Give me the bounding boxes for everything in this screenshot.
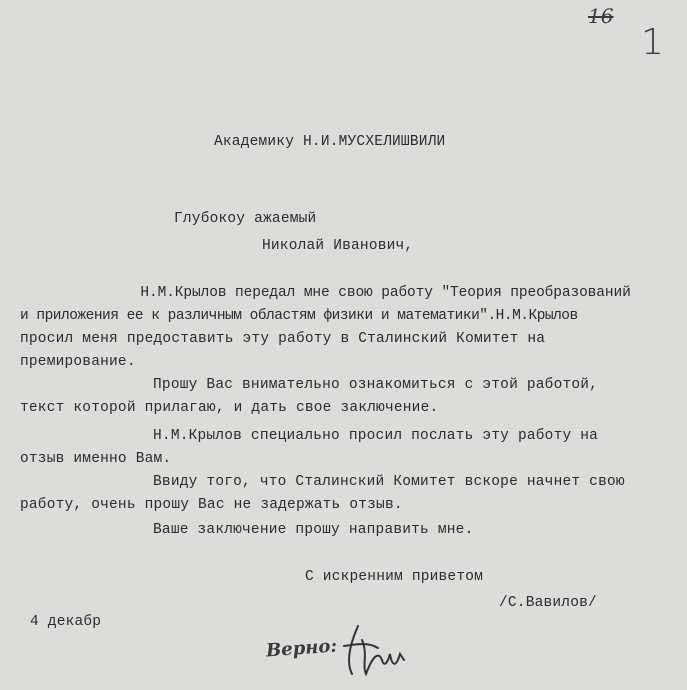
body-line: отзыв именно Вам. xyxy=(20,451,172,467)
salutation-line-2: Николай Иванович, xyxy=(262,238,414,254)
letter-date: 4 декабр xyxy=(30,614,102,630)
body-line: текст которой прилагаю, и дать свое заключение. xyxy=(20,400,439,416)
archive-old-number: 16 xyxy=(588,4,614,28)
body-line: премирование. xyxy=(20,354,136,370)
body-line: Ваше заключение прошу направить мне. xyxy=(64,522,474,538)
body-line: Н.М.Крылов специально просил послать эту работу на xyxy=(64,428,599,444)
body-line: работу, очень прошу Вас не задержать отзыв. xyxy=(20,497,403,513)
body-line: и приложения ее к различным областям физики и математики".Н.М.Крылов xyxy=(20,308,578,324)
salutation-line-1: Глубокоу ажаемый xyxy=(174,211,317,227)
handwritten-signature xyxy=(338,614,418,684)
addressee: Академику Н.И.МУСХЕЛИШВИЛИ xyxy=(214,134,446,150)
body-line: просил меня предоставить эту работу в Сталинский Комитет на xyxy=(20,331,546,347)
archive-new-number: 1 xyxy=(641,22,664,63)
closing-regards: С искренним приветом xyxy=(305,569,484,585)
body-line: Ввиду того, что Сталинский Комитет вскоре начнет свою xyxy=(64,474,625,490)
body-line: Прошу Вас внимательно ознакомиться с этой работой, xyxy=(64,377,599,393)
body-line: Н.М.Крылов передал мне свою работу "Теория преобразований xyxy=(106,285,631,301)
signature-typed: /С.Вавилов/ xyxy=(499,595,597,611)
certification-label: Верно: xyxy=(265,635,338,662)
